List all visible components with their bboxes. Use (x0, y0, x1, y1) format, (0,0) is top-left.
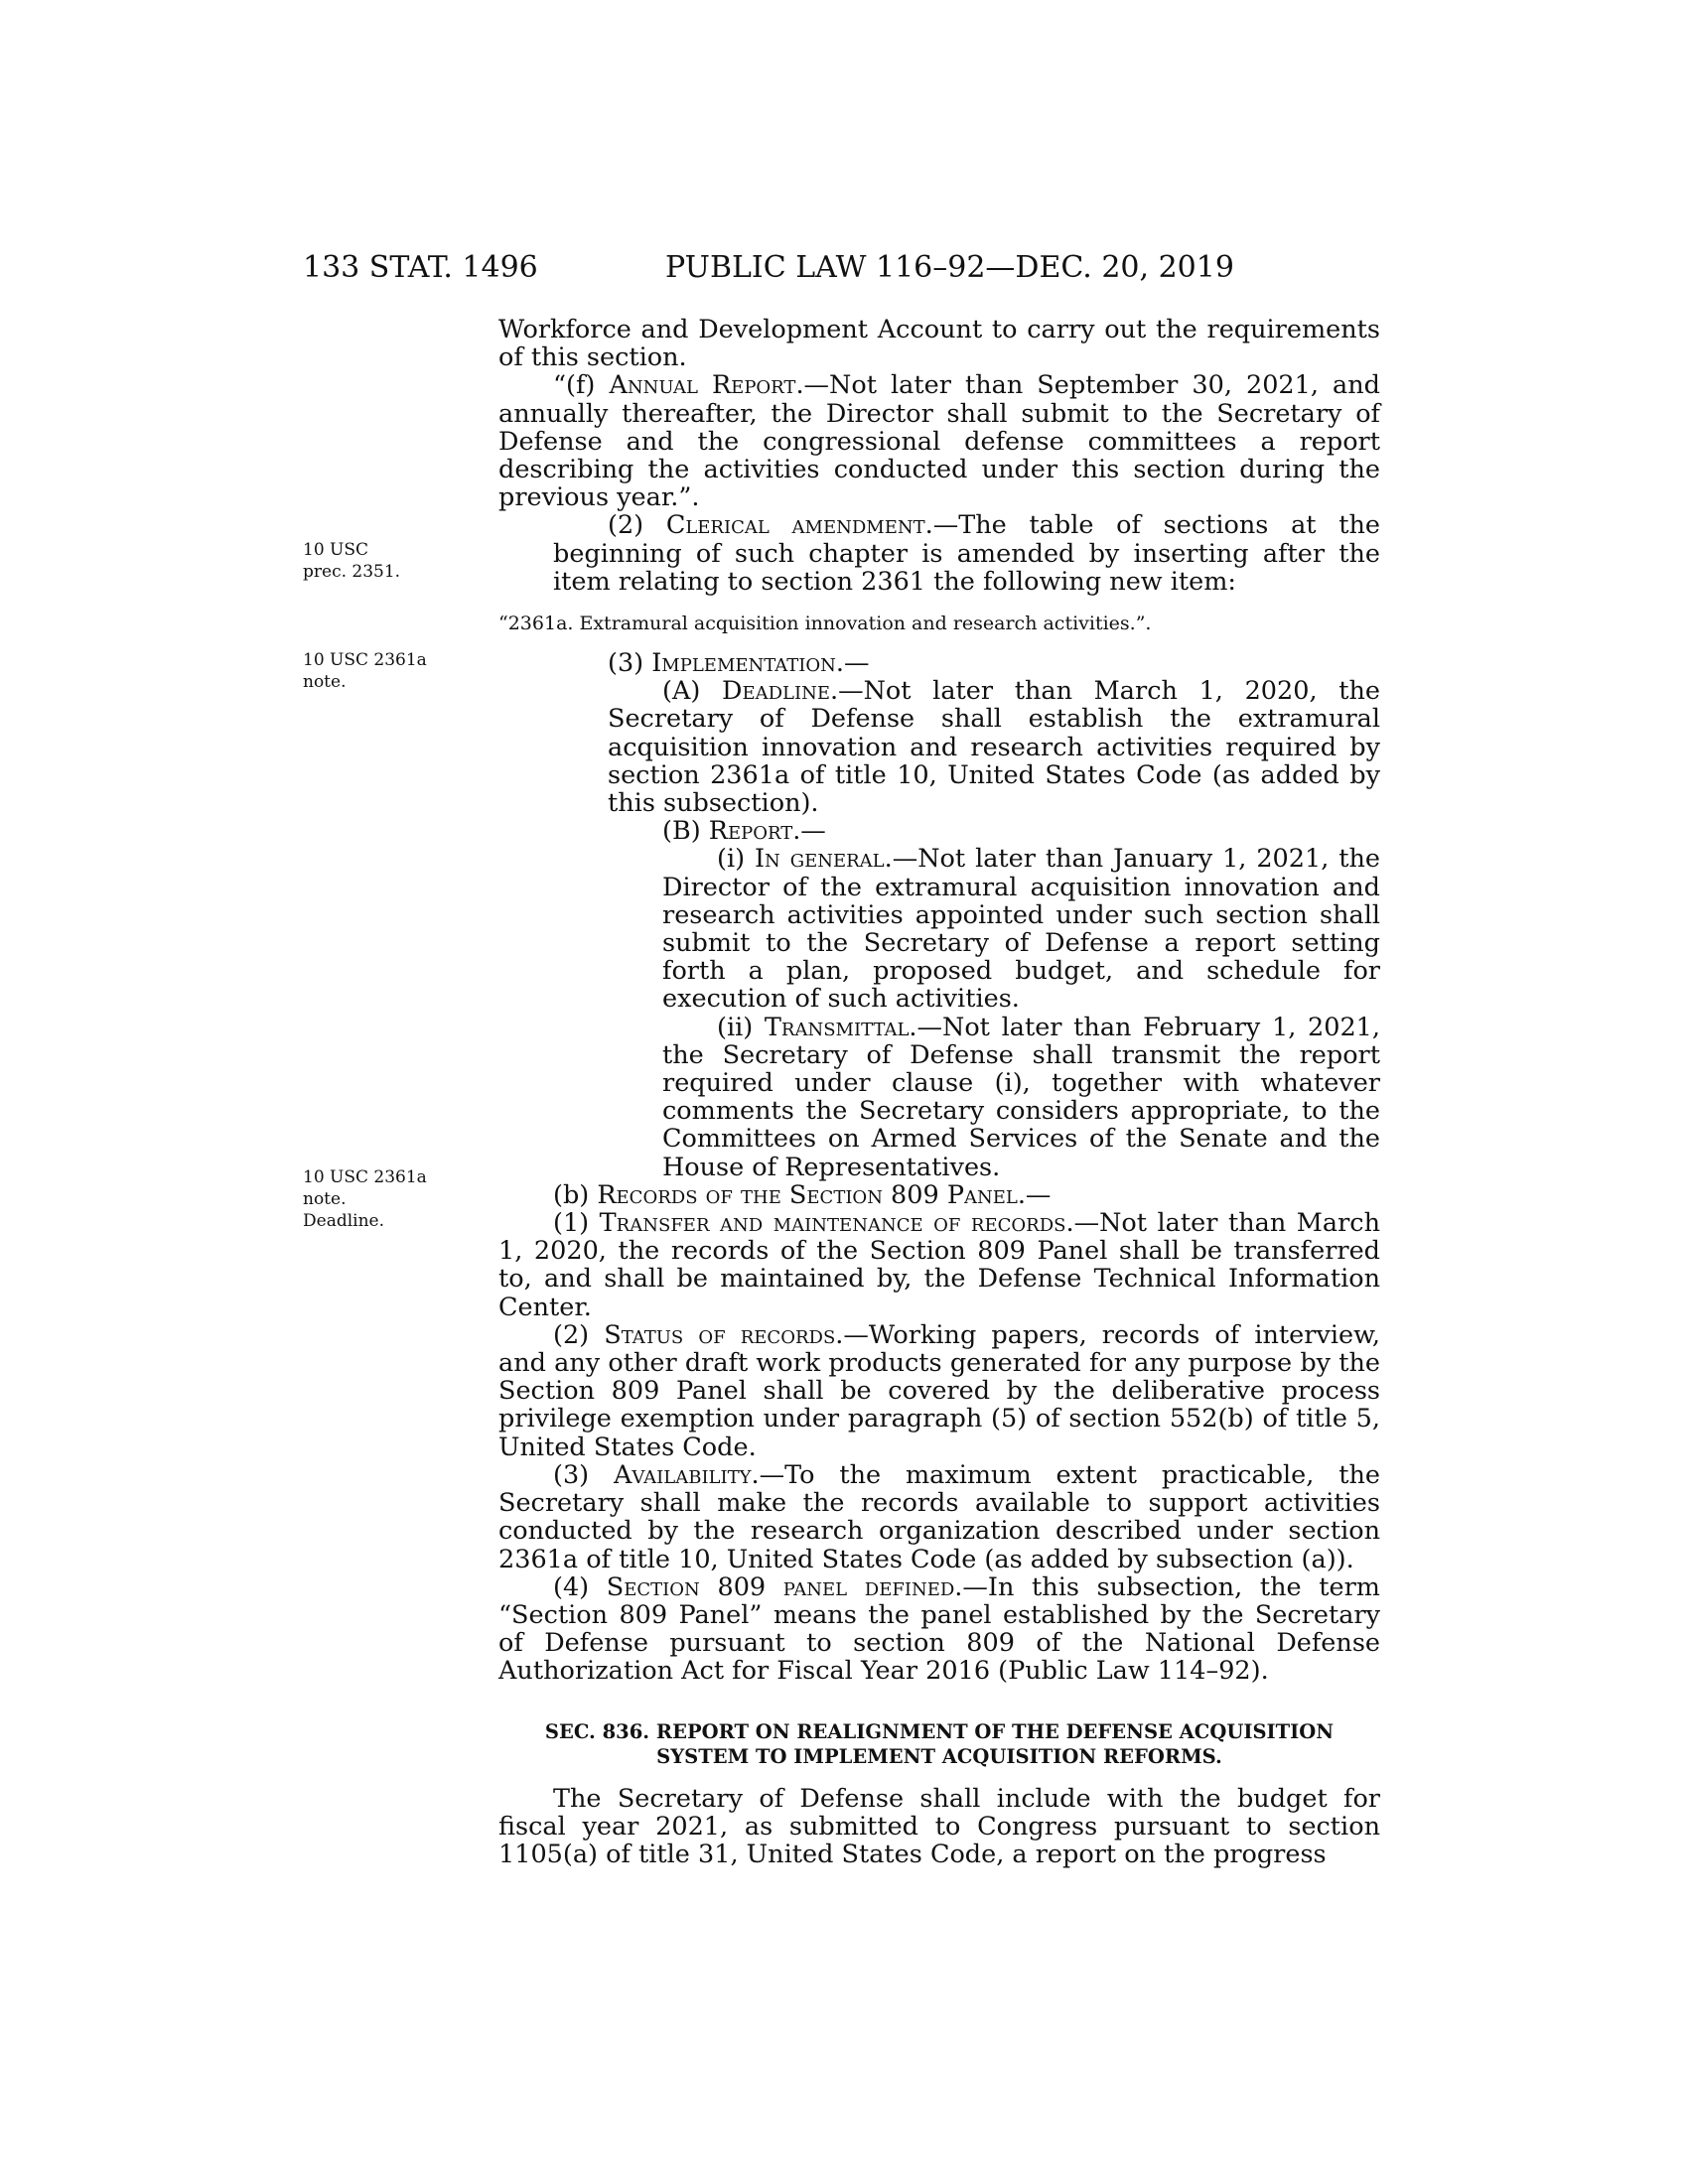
paragraph: (2) Clerical amendment.—The table of sections at the beginning of such chapter is amended by inserting after the item relating to section 2361 the following new item: (553, 510, 1380, 597)
body-text-bottom (498, 1785, 1380, 1869)
margin-note: 10 USC prec. 2351. (303, 540, 401, 582)
paragraph: (1) Transfer and maintenance of records.—Not later than March 1, 2020, the records of the Section 809 Panel shall be transferred to, and shall be maintained by, the Defense Technical Information Center. (498, 1208, 1380, 1322)
paragraph: (3) Availability.—To the maximum extent practicable, the Secretary shall make the records available to support activities conducted by the research organization described under section 2361a of title 10, United States Code (as added by subsection (a)). (498, 1459, 1380, 1574)
paragraph: (b) Records of the Section 809 Panel.— (553, 1179, 1052, 1210)
paragraph: (A) Deadline.—Not later than March 1, 2020, the Secretary of Defense shall establish the extramural acquisition innovation and research activities required by section 2361a of title 10, United States Code (as added by this subsection). (608, 676, 1381, 819)
paragraph: “(f) Annual Report.—Not later than September 30, 2021, and annually thereafter, the Director shall submit to the Secretary of Defense and the congressional defense committees a report describing the activities conducted under this section during the previous year.”. (498, 370, 1380, 513)
paragraph: (ii) Transmittal.—Not later than February 1, 2021, the Secretary of Defense shall transmit the report required under clause (i), together with whatever comments the Secretary considers appropriate, to the Committees on Armed Services of the Senate and the House of Representatives. (662, 1012, 1380, 1182)
paragraph: (4) Section 809 panel defined.—In this subsection, the term “Section 809 Panel” means the panel established by the Secretary of Defense pursuant to section 809 of the National Defense Authorization Act for Fiscal Year 2016 (Public Law 114–92). (498, 1571, 1380, 1687)
running-head: PUBLIC LAW 116–92—DEC. 20, 2019 (665, 250, 1234, 285)
paragraph: (i) In general.—Not later than January 1, 2021, the Director of the extramural acquisition innovation and research activities appointed under such section shall submit to the Secretary of Defense a report setting forth a plan, proposed budget, and schedule for execution of such activities. (662, 844, 1381, 1015)
page-citation: 133 STAT. 1496 (303, 250, 538, 285)
section-heading: SEC. 836. REPORT ON REALIGNMENT OF THE DEFENSE ACQUISITION SYSTEM TO IMPLEMENT ACQUISITION REFORMS. (544, 1720, 1335, 1768)
paragraph: (2) Status of records.—Working papers, records of interview, and any other draft work products generated for any purpose by the Section 809 Panel shall be covered by the deliberative process privilege exemption under paragraph (5) of section 552(b) of title 5, United States Code. (498, 1319, 1381, 1462)
body-text-top (498, 316, 1380, 596)
body-text-main (498, 649, 1380, 1686)
paragraph: (B) Report.— (662, 816, 826, 847)
table-item-line: “2361a. Extramural acquisition innovation and research activities.”. (498, 613, 1152, 634)
paragraph: (3) Implementation.— (608, 648, 870, 678)
paragraph: The Secretary of Defense shall include with the budget for fiscal year 2021, as submitted to Congress pursuant to section 1105(a) of title 31, United States Code, a report on the progress (498, 1784, 1380, 1870)
paragraph: Workforce and Development Account to carry out the requirements of this section. (498, 315, 1380, 373)
margin-note: 10 USC 2361a note. (303, 650, 427, 692)
margin-note: 10 USC 2361a note. Deadline. (303, 1167, 427, 1231)
